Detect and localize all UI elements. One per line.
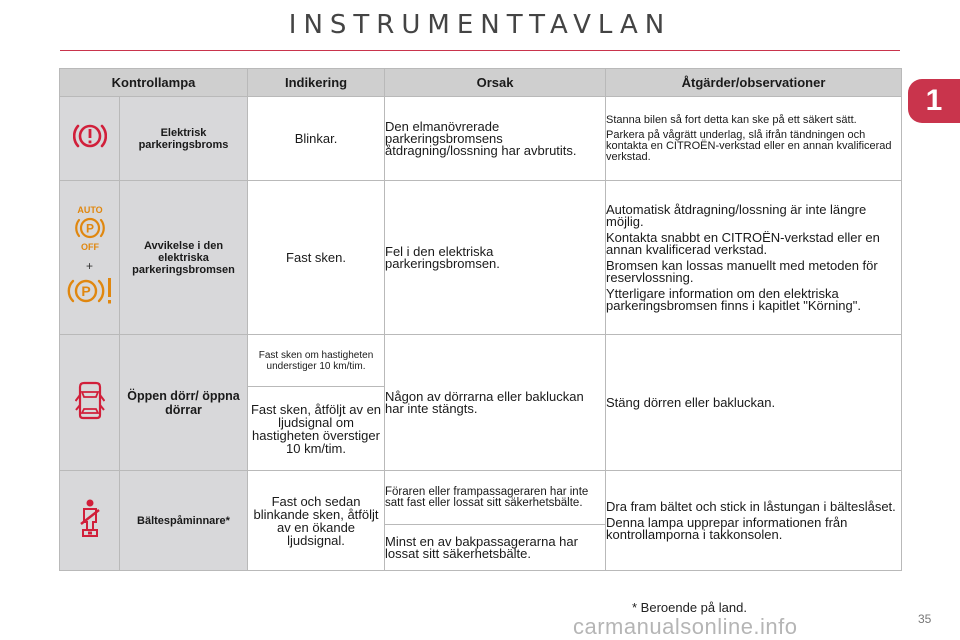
action-text: Dra fram bältet och stick in låstungan i bälteslåset.: [606, 498, 896, 514]
seatbelt-warning-icon: [78, 498, 102, 538]
table-row: [60, 97, 902, 181]
action-text: Bromsen kan lossas manuellt med metoden för reservlossning.: [606, 257, 878, 285]
indication: Fast sken.: [248, 181, 385, 335]
cause: Föraren eller frampassageraren har inte satt fast eller lossat sitt säkerhetsbälte.: [385, 471, 606, 525]
action-text: Ytterligare information om den elektriska parkeringsbromsen finns i kapitlet "Körning".: [606, 285, 861, 313]
chapter-tab: 1: [908, 79, 960, 123]
header-atgarder: Åtgärder/observationer: [606, 69, 902, 97]
actions: [606, 471, 902, 571]
cause: Minst en av bakpassagerarna har lossat sitt säkerhetsbälte.: [385, 525, 606, 571]
table-row: [60, 181, 902, 335]
watermark: carmanualsonline.info: [573, 614, 798, 639]
lamp-name: Bältespåminnare*: [120, 471, 248, 571]
cause: Någon av dörrarna eller bakluckan har inte stängts.: [385, 335, 606, 471]
auto-parking-brake-off-icon: [70, 204, 110, 252]
brake-warning-icon: [73, 121, 107, 151]
page-number: 35: [918, 612, 932, 626]
indication: Fast sken om hastigheten understiger 10 km/tim.: [248, 335, 385, 387]
table-row: [60, 471, 902, 525]
action-text: Denna lampa upprepar informationen från kontrollamporna i takkonsolen.: [606, 514, 848, 542]
header-indikering: Indikering: [248, 69, 385, 97]
footnote: * Beroende på land.: [632, 600, 747, 615]
actions: [606, 181, 902, 335]
parking-brake-fault-icon: [64, 275, 116, 307]
title-divider: [60, 50, 900, 51]
action-text: Parkera på vågrätt underlag, slå ifrån tändningen och kontakta en CITROËN-verkstad eller en annan kvalificerad verkstad.: [606, 128, 892, 163]
lamp-name: Elektrisk parkeringsbroms: [120, 97, 248, 181]
lamp-name: Avvikelse i den elektriska parkeringsbromsen: [120, 181, 248, 335]
lamp-name: Öppen dörr/ öppna dörrar: [120, 335, 248, 471]
door-open-icon: [75, 379, 105, 421]
lamp-icon-cell: [60, 335, 120, 471]
actions: Stäng dörren eller bakluckan.: [606, 335, 902, 471]
lamp-icon-cell: [60, 97, 120, 181]
cause: Den elmanövrerade parkeringsbromsens åtdragning/lossning har avbrutits.: [385, 97, 606, 181]
actions: [606, 97, 902, 181]
action-text: Kontakta snabbt en CITROËN-verkstad eller en annan kvalificerad verkstad.: [606, 229, 880, 257]
cause: Fel i den elektriska parkeringsbromsen.: [385, 181, 606, 335]
table-row: [60, 335, 902, 387]
svg-text:P: P: [80, 282, 91, 299]
svg-text:P: P: [85, 221, 94, 235]
icon-label-auto: AUTO: [76, 204, 103, 215]
lamp-icon-cell: [60, 181, 120, 335]
indication: Blinkar.: [248, 97, 385, 181]
action-text: Automatisk åtdragning/lossning är inte längre möjlig.: [606, 201, 867, 229]
table-header-row: [60, 69, 902, 97]
icon-label-off: OFF: [80, 241, 99, 252]
header-orsak: Orsak: [385, 69, 606, 97]
header-kontrollampa: Kontrollampa: [60, 69, 248, 97]
indication: Fast och sedan blinkande sken, åtföljt av en ökande ljudsignal.: [248, 471, 385, 571]
page-title: INSTRUMENTTAVLAN: [288, 10, 672, 40]
plus-sign: +: [85, 258, 93, 273]
lamp-icon-cell: [60, 471, 120, 571]
indication: Fast sken, åtföljt av en ljudsignal om hastigheten överstiger 10 km/tim.: [248, 387, 385, 471]
action-text: Stanna bilen så fort detta kan ske på ett säkert sätt.: [606, 113, 857, 126]
warning-lamp-table: [59, 68, 902, 571]
